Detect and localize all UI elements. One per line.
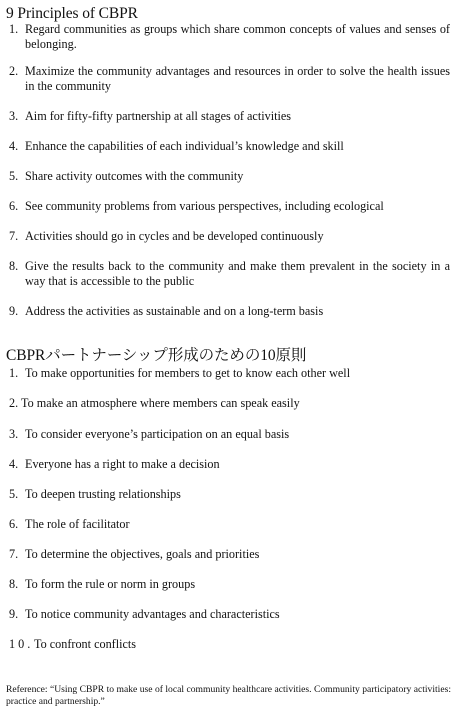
partnership-item-9 bbox=[9, 607, 450, 622]
item-number: 5. bbox=[9, 487, 19, 501]
item-number: 8. bbox=[9, 259, 19, 273]
principle-item-4 bbox=[9, 139, 450, 154]
partnership-item-10 bbox=[9, 637, 450, 652]
item-text: To determine the objectives, goals and priorities bbox=[25, 547, 260, 561]
item-text: Aim for fifty-fifty partnership at all stages of activities bbox=[25, 109, 292, 123]
item-text: To confront conflicts bbox=[34, 637, 137, 651]
item-number: 4. bbox=[9, 139, 19, 153]
partnership-item-3 bbox=[9, 427, 450, 442]
reference-note: Reference: “Using CBPR to make use of local community healthcare activities. Community participatory activities: practice and partnership.” bbox=[6, 684, 451, 707]
item-text: To make an atmosphere where members can speak easily bbox=[21, 396, 300, 410]
item-text: See community problems from various perspectives, including ecological bbox=[25, 199, 384, 213]
item-number: 1. bbox=[9, 366, 19, 380]
item-number: 2. bbox=[9, 64, 19, 78]
item-number: 7. bbox=[9, 229, 19, 243]
partnership-item-6 bbox=[9, 517, 450, 532]
item-text: Everyone has a right to make a decision bbox=[25, 457, 220, 471]
item-text: To consider everyone’s participation on an equal basis bbox=[25, 427, 290, 441]
principle-item-8 bbox=[9, 259, 450, 289]
principle-item-5 bbox=[9, 169, 450, 184]
partnership-item-8 bbox=[9, 577, 450, 592]
principle-item-9 bbox=[9, 304, 450, 319]
partnership-item-1 bbox=[9, 366, 450, 381]
item-number: 10. bbox=[9, 637, 34, 651]
partnership-item-4 bbox=[9, 457, 450, 472]
item-text: The role of facilitator bbox=[25, 517, 130, 531]
item-text: Share activity outcomes with the community bbox=[25, 169, 244, 183]
partnership-item-2 bbox=[9, 396, 450, 411]
principle-item-6 bbox=[9, 199, 450, 214]
item-text: To deepen trusting relationships bbox=[25, 487, 181, 501]
item-number: 7. bbox=[9, 547, 19, 561]
principle-item-3 bbox=[9, 109, 450, 124]
partnership-item-7 bbox=[9, 547, 450, 562]
item-text: Activities should go in cycles and be developed continuously bbox=[25, 229, 324, 243]
item-number: 2. bbox=[9, 396, 19, 410]
item-text: Give the results back to the community and make them prevalent in the society in a way that is accessible to the public bbox=[25, 259, 450, 288]
item-number: 3. bbox=[9, 109, 19, 123]
section2-title: CBPRパートナーシップ形成のための10原則 bbox=[6, 347, 307, 364]
principle-item-2 bbox=[9, 64, 450, 94]
item-number: 4. bbox=[9, 457, 19, 471]
item-text: Enhance the capabilities of each individual’s knowledge and skill bbox=[25, 139, 344, 153]
item-number: 1. bbox=[9, 22, 19, 36]
item-number: 9. bbox=[9, 607, 19, 621]
item-number: 5. bbox=[9, 169, 19, 183]
item-number: 6. bbox=[9, 517, 19, 531]
item-text: Regard communities as groups which share common concepts of values and senses of belonging. bbox=[25, 22, 450, 51]
item-number: 3. bbox=[9, 427, 19, 441]
item-text: Maximize the community advantages and resources in order to solve the health issues in the community bbox=[25, 64, 450, 93]
item-number: 8. bbox=[9, 577, 19, 591]
principle-item-7 bbox=[9, 229, 450, 244]
item-text: To make opportunities for members to get to know each other well bbox=[25, 366, 351, 380]
item-text: To form the rule or norm in groups bbox=[25, 577, 196, 591]
partnership-item-5 bbox=[9, 487, 450, 502]
item-text: Address the activities as sustainable and on a long-term basis bbox=[25, 304, 324, 318]
principle-item-1 bbox=[9, 22, 450, 52]
item-number: 6. bbox=[9, 199, 19, 213]
item-number: 9. bbox=[9, 304, 19, 318]
section1-title: 9 Principles of CBPR bbox=[6, 5, 138, 22]
item-text: To notice community advantages and characteristics bbox=[25, 607, 280, 621]
